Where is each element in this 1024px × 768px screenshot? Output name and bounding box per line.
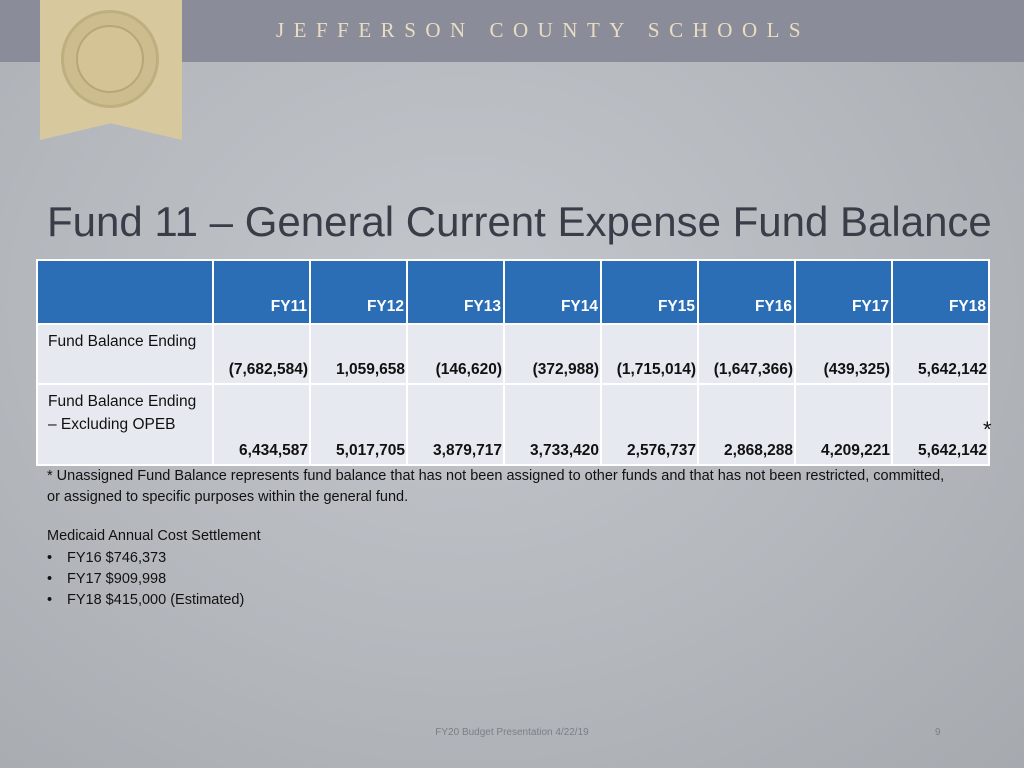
row-label: Fund Balance Ending: [37, 324, 213, 384]
table-cell: (439,325): [795, 324, 892, 384]
list-item: • FY16 $746,373: [47, 548, 244, 569]
column-header: FY17: [795, 260, 892, 324]
column-header: FY13: [407, 260, 504, 324]
slide-title: Fund 11 – General Current Expense Fund Balance: [47, 198, 992, 245]
table-cell: (146,620): [407, 324, 504, 384]
row-label: Fund Balance Ending – Excluding OPEB: [37, 384, 213, 465]
seal-inner-ring: [76, 25, 144, 93]
table-cell: 5,642,142: [892, 384, 989, 465]
table-cell: 5,017,705: [310, 384, 407, 465]
table-cell: 3,733,420: [504, 384, 601, 465]
table-row: [37, 324, 989, 384]
column-header: FY18: [892, 260, 989, 324]
table-row: [37, 384, 989, 465]
table-cell: 6,434,587: [213, 384, 310, 465]
table-cell: 2,868,288: [698, 384, 795, 465]
organization-title: JEFFERSON COUNTY SCHOOLS: [276, 18, 811, 42]
table-cell: 1,059,658: [310, 324, 407, 384]
table-cell: 4,209,221: [795, 384, 892, 465]
slide-footer: FY20 Budget Presentation 4/22/19: [435, 727, 589, 738]
page-number: 9: [935, 727, 941, 738]
seal-icon: [61, 10, 159, 108]
table-cell: 2,576,737: [601, 384, 698, 465]
table-cell: (7,682,584): [213, 324, 310, 384]
table-cell: (1,647,366): [698, 324, 795, 384]
table-header-row: [37, 260, 989, 324]
list-item: • FY17 $909,998: [47, 569, 244, 590]
column-header: FY14: [504, 260, 601, 324]
table-cell: (1,715,014): [601, 324, 698, 384]
column-header: FY15: [601, 260, 698, 324]
medicaid-heading: Medicaid Annual Cost Settlement: [47, 528, 261, 544]
footnote-text: * Unassigned Fund Balance represents fund balance that has not been assigned to other funds and that has not been restricted, committed, or assigned to specific purposes within the general fund.: [47, 468, 945, 505]
list-item: • FY18 $415,000 (Estimated): [47, 590, 244, 611]
column-header: FY16: [698, 260, 795, 324]
table-cell: 5,642,142: [892, 324, 989, 384]
footnote-asterisk: *: [983, 417, 992, 442]
table-cell: 3,879,717: [407, 384, 504, 465]
medicaid-list: [47, 548, 244, 611]
table-corner-cell: [37, 260, 213, 324]
table-cell: (372,988): [504, 324, 601, 384]
column-header: FY11: [213, 260, 310, 324]
column-header: FY12: [310, 260, 407, 324]
fund-balance-table: [36, 259, 990, 466]
